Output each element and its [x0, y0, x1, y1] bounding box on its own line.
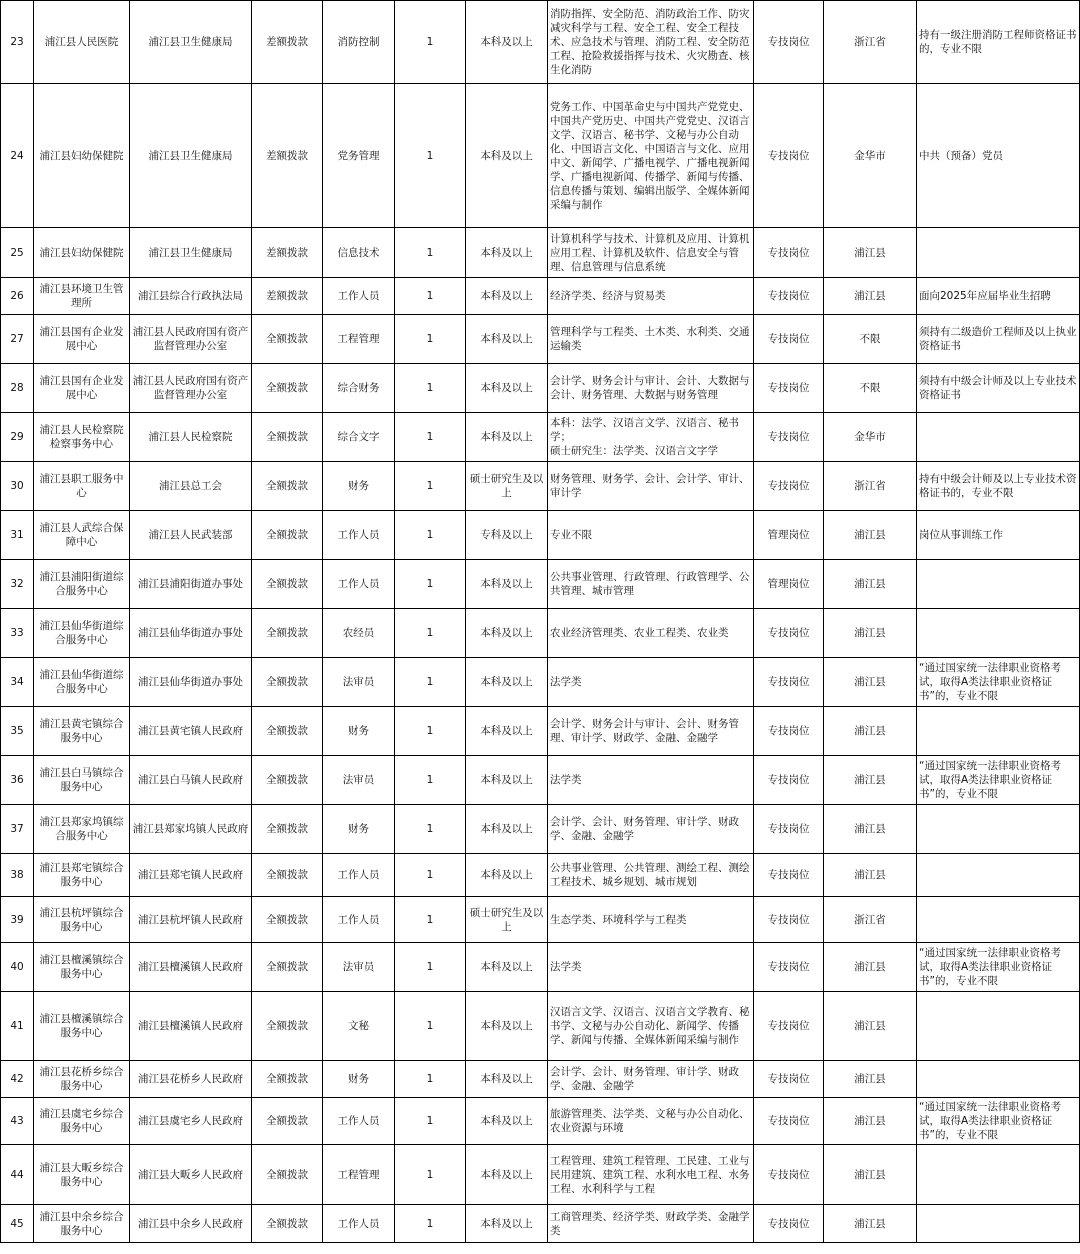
education-cell: 本科及以上 [466, 1061, 548, 1098]
residence-scope-cell: 浦江县 [824, 1145, 917, 1205]
post-type-cell: 专技岗位 [754, 278, 824, 315]
row-number-cell: 45 [1, 1205, 34, 1243]
headcount-cell: 1 [395, 228, 466, 278]
row-number-cell: 36 [1, 756, 34, 805]
major-requirement-cell: 工商管理类、经济学类、财政学类、金融学类 [548, 1205, 754, 1243]
post-name-cell: 综合财务 [323, 364, 395, 413]
row-number-cell: 38 [1, 854, 34, 897]
remark-cell: 中共（预备）党员 [917, 84, 1080, 228]
table-row [1, 1, 1080, 84]
headcount-cell: 1 [395, 992, 466, 1061]
education-cell: 本科及以上 [466, 854, 548, 897]
remark-cell [917, 1061, 1080, 1098]
post-name-cell: 财务 [323, 805, 395, 854]
headcount-cell: 1 [395, 1, 466, 84]
residence-scope-cell: 浦江县 [824, 1205, 917, 1243]
major-requirement-cell: 本科：法学、汉语言文学、汉语言、秘书学； 硕士研究生：法学类、汉语言文字学 [548, 413, 754, 462]
education-cell: 本科及以上 [466, 658, 548, 707]
major-requirement-cell: 会计学、财务会计与审计、会计、大数据与会计、财务管理、大数据与财务管理 [548, 364, 754, 413]
table-row [1, 1205, 1080, 1243]
headcount-cell: 1 [395, 1145, 466, 1205]
post-type-cell: 专技岗位 [754, 992, 824, 1061]
table-row [1, 658, 1080, 707]
headcount-cell: 1 [395, 462, 466, 511]
remark-cell [917, 609, 1080, 658]
remark-cell [917, 707, 1080, 756]
row-number-cell: 23 [1, 1, 34, 84]
education-cell: 本科及以上 [466, 364, 548, 413]
post-type-cell: 专技岗位 [754, 364, 824, 413]
unit-name-cell: 浦江县妇幼保健院 [34, 228, 130, 278]
major-requirement-cell: 旅游管理类、法学类、文秘与办公自动化、农业资源与环境 [548, 1098, 754, 1145]
major-requirement-cell: 消防指挥、安全防范、消防政治工作、防灾减灾科学与工程、安全工程、安全工程技术、应急技术与管理、消防工程、安全防范工程、抢险救援指挥与技术、火灾勘查、核生化消防 [548, 1, 754, 84]
headcount-cell: 1 [395, 413, 466, 462]
funding-type-cell: 差额拨款 [252, 228, 323, 278]
funding-type-cell: 全额拨款 [252, 609, 323, 658]
remark-cell: “通过国家统一法律职业资格考试，取得A类法律职业资格证书”的，专业不限 [917, 1098, 1080, 1145]
unit-name-cell: 浦江县虞宅乡综合服务中心 [34, 1098, 130, 1145]
post-name-cell: 文秘 [323, 992, 395, 1061]
funding-type-cell: 全额拨款 [252, 462, 323, 511]
major-requirement-cell: 工程管理、建筑工程管理、工民建、工业与民用建筑、建筑工程、水利水电工程、水务工程、水利科学与工程 [548, 1145, 754, 1205]
remark-cell [917, 854, 1080, 897]
education-cell: 本科及以上 [466, 413, 548, 462]
remark-cell: “通过国家统一法律职业资格考试，取得A类法律职业资格证书”的，专业不限 [917, 756, 1080, 805]
unit-name-cell: 浦江县白马镇综合服务中心 [34, 756, 130, 805]
post-name-cell: 工程管理 [323, 1145, 395, 1205]
education-cell: 本科及以上 [466, 1205, 548, 1243]
unit-name-cell: 浦江县人武综合保障中心 [34, 511, 130, 560]
residence-scope-cell: 不限 [824, 315, 917, 364]
department-cell: 浦江县人民政府国有资产监督管理办公室 [130, 364, 252, 413]
post-name-cell: 法审员 [323, 943, 395, 992]
unit-name-cell: 浦江县郑宅镇综合服务中心 [34, 854, 130, 897]
funding-type-cell: 全额拨款 [252, 756, 323, 805]
residence-scope-cell: 浙江省 [824, 462, 917, 511]
row-number-cell: 29 [1, 413, 34, 462]
remark-cell: 持有一级注册消防工程师资格证书的，专业不限 [917, 1, 1080, 84]
table-row [1, 364, 1080, 413]
row-number-cell: 41 [1, 992, 34, 1061]
post-type-cell: 管理岗位 [754, 511, 824, 560]
residence-scope-cell: 浦江县 [824, 992, 917, 1061]
department-cell: 浦江县檀溪镇人民政府 [130, 943, 252, 992]
education-cell: 本科及以上 [466, 1098, 548, 1145]
major-requirement-cell: 法学类 [548, 658, 754, 707]
headcount-cell: 1 [395, 609, 466, 658]
education-cell: 本科及以上 [466, 756, 548, 805]
department-cell: 浦江县人民检察院 [130, 413, 252, 462]
post-type-cell: 专技岗位 [754, 413, 824, 462]
table-row [1, 462, 1080, 511]
headcount-cell: 1 [395, 511, 466, 560]
table-body [1, 1, 1080, 1243]
post-name-cell: 工作人员 [323, 1205, 395, 1243]
education-cell: 本科及以上 [466, 228, 548, 278]
unit-name-cell: 浦江县大畈乡综合服务中心 [34, 1145, 130, 1205]
department-cell: 浦江县卫生健康局 [130, 228, 252, 278]
education-cell: 硕士研究生及以上 [466, 462, 548, 511]
department-cell: 浦江县大畈乡人民政府 [130, 1145, 252, 1205]
remark-cell: 须持有中级会计师及以上专业技术资格证书 [917, 364, 1080, 413]
row-number-cell: 40 [1, 943, 34, 992]
residence-scope-cell: 浦江县 [824, 560, 917, 609]
department-cell: 浦江县虞宅乡人民政府 [130, 1098, 252, 1145]
funding-type-cell: 全额拨款 [252, 805, 323, 854]
post-name-cell: 综合文字 [323, 413, 395, 462]
remark-cell: 面向2025年应届毕业生招聘 [917, 278, 1080, 315]
funding-type-cell: 差额拨款 [252, 1, 323, 84]
table-row [1, 84, 1080, 228]
headcount-cell: 1 [395, 560, 466, 609]
table-row [1, 943, 1080, 992]
department-cell: 浦江县卫生健康局 [130, 84, 252, 228]
department-cell: 浦江县郑宅镇人民政府 [130, 854, 252, 897]
unit-name-cell: 浦江县职工服务中心 [34, 462, 130, 511]
row-number-cell: 32 [1, 560, 34, 609]
major-requirement-cell: 党务工作、中国革命史与中国共产党党史、中国共产党历史、中国共产党党史、汉语言文学、汉语言、秘书学、文秘与办公自动化、中国语言文化、中国语言与文化、应用中文、新闻学、广播电视学、广播电视新闻学、广播电视新闻、传播学、新闻与传播、信息传播与策划、编辑出版学、全媒体新闻采编与制作 [548, 84, 754, 228]
major-requirement-cell: 法学类 [548, 756, 754, 805]
headcount-cell: 1 [395, 854, 466, 897]
post-name-cell: 信息技术 [323, 228, 395, 278]
row-number-cell: 25 [1, 228, 34, 278]
major-requirement-cell: 管理科学与工程类、土木类、水利类、交通运输类 [548, 315, 754, 364]
major-requirement-cell: 计算机科学与技术、计算机及应用、计算机应用工程、计算机及软件、信息安全与管理、信息管理与信息系统 [548, 228, 754, 278]
funding-type-cell: 差额拨款 [252, 84, 323, 228]
row-number-cell: 43 [1, 1098, 34, 1145]
row-number-cell: 33 [1, 609, 34, 658]
major-requirement-cell: 汉语言文学、汉语言、汉语言文学教育、秘书学、文秘与办公自动化、新闻学、传播学、新闻与传播、全媒体新闻采编与制作 [548, 992, 754, 1061]
post-name-cell: 工作人员 [323, 511, 395, 560]
unit-name-cell: 浦江县檀溪镇综合服务中心 [34, 943, 130, 992]
table-row [1, 609, 1080, 658]
unit-name-cell: 浦江县中余乡综合服务中心 [34, 1205, 130, 1243]
post-type-cell: 专技岗位 [754, 805, 824, 854]
department-cell: 浦江县郑家坞镇人民政府 [130, 805, 252, 854]
education-cell: 本科及以上 [466, 560, 548, 609]
post-name-cell: 工作人员 [323, 897, 395, 943]
post-type-cell: 专技岗位 [754, 1145, 824, 1205]
post-name-cell: 工作人员 [323, 560, 395, 609]
major-requirement-cell: 法学类 [548, 943, 754, 992]
funding-type-cell: 全额拨款 [252, 511, 323, 560]
department-cell: 浦江县仙华街道办事处 [130, 658, 252, 707]
post-name-cell: 工作人员 [323, 854, 395, 897]
residence-scope-cell: 不限 [824, 364, 917, 413]
department-cell: 浦江县杭坪镇人民政府 [130, 897, 252, 943]
table-row [1, 278, 1080, 315]
funding-type-cell: 全额拨款 [252, 658, 323, 707]
post-type-cell: 专技岗位 [754, 84, 824, 228]
major-requirement-cell: 会计学、会计、财务管理、审计学、财政学、金融、金融学 [548, 1061, 754, 1098]
unit-name-cell: 浦江县檀溪镇综合服务中心 [34, 992, 130, 1061]
residence-scope-cell: 浦江县 [824, 1061, 917, 1098]
education-cell: 硕士研究生及以上 [466, 897, 548, 943]
unit-name-cell: 浦江县杭坪镇综合服务中心 [34, 897, 130, 943]
headcount-cell: 1 [395, 84, 466, 228]
residence-scope-cell: 金华市 [824, 84, 917, 228]
post-name-cell: 法审员 [323, 658, 395, 707]
row-number-cell: 24 [1, 84, 34, 228]
major-requirement-cell: 财务管理、财务学、会计、会计学、审计、审计学 [548, 462, 754, 511]
remark-cell: “通过国家统一法律职业资格考试，取得A类法律职业资格证书”的，专业不限 [917, 658, 1080, 707]
funding-type-cell: 全额拨款 [252, 897, 323, 943]
major-requirement-cell: 公共事业管理、行政管理、行政管理学、公共管理、城市管理 [548, 560, 754, 609]
row-number-cell: 44 [1, 1145, 34, 1205]
headcount-cell: 1 [395, 364, 466, 413]
major-requirement-cell: 经济学类、经济与贸易类 [548, 278, 754, 315]
post-name-cell: 财务 [323, 462, 395, 511]
post-type-cell: 专技岗位 [754, 228, 824, 278]
headcount-cell: 1 [395, 1205, 466, 1243]
table-row [1, 707, 1080, 756]
remark-cell [917, 413, 1080, 462]
residence-scope-cell: 浦江县 [824, 511, 917, 560]
education-cell: 本科及以上 [466, 278, 548, 315]
post-name-cell: 工作人员 [323, 278, 395, 315]
post-type-cell: 专技岗位 [754, 1205, 824, 1243]
education-cell: 本科及以上 [466, 609, 548, 658]
funding-type-cell: 全额拨款 [252, 992, 323, 1061]
remark-cell: 岗位从事训练工作 [917, 511, 1080, 560]
unit-name-cell: 浦江县环境卫生管理所 [34, 278, 130, 315]
funding-type-cell: 全额拨款 [252, 364, 323, 413]
post-type-cell: 专技岗位 [754, 1061, 824, 1098]
remark-cell [917, 992, 1080, 1061]
residence-scope-cell: 浦江县 [824, 707, 917, 756]
post-name-cell: 法审员 [323, 756, 395, 805]
unit-name-cell: 浦江县国有企业发展中心 [34, 315, 130, 364]
headcount-cell: 1 [395, 315, 466, 364]
education-cell: 本科及以上 [466, 1, 548, 84]
table-row [1, 854, 1080, 897]
row-number-cell: 42 [1, 1061, 34, 1098]
headcount-cell: 1 [395, 943, 466, 992]
funding-type-cell: 全额拨款 [252, 1061, 323, 1098]
major-requirement-cell: 公共事业管理、公共管理、测绘工程、测绘工程技术、城乡规划、城市规划 [548, 854, 754, 897]
department-cell: 浦江县中余乡人民政府 [130, 1205, 252, 1243]
row-number-cell: 27 [1, 315, 34, 364]
department-cell: 浦江县白马镇人民政府 [130, 756, 252, 805]
headcount-cell: 1 [395, 805, 466, 854]
remark-cell [917, 228, 1080, 278]
residence-scope-cell: 浦江县 [824, 854, 917, 897]
funding-type-cell: 全额拨款 [252, 943, 323, 992]
residence-scope-cell: 浦江县 [824, 1098, 917, 1145]
unit-name-cell: 浦江县花桥乡综合服务中心 [34, 1061, 130, 1098]
post-type-cell: 专技岗位 [754, 854, 824, 897]
funding-type-cell: 差额拨款 [252, 278, 323, 315]
table-row [1, 1098, 1080, 1145]
department-cell: 浦江县浦阳街道办事处 [130, 560, 252, 609]
post-type-cell: 专技岗位 [754, 1, 824, 84]
table-row [1, 228, 1080, 278]
education-cell: 专科及以上 [466, 511, 548, 560]
department-cell: 浦江县花桥乡人民政府 [130, 1061, 252, 1098]
education-cell: 本科及以上 [466, 992, 548, 1061]
post-type-cell: 专技岗位 [754, 462, 824, 511]
post-name-cell: 工作人员 [323, 1098, 395, 1145]
department-cell: 浦江县综合行政执法局 [130, 278, 252, 315]
residence-scope-cell: 浦江县 [824, 756, 917, 805]
post-type-cell: 专技岗位 [754, 315, 824, 364]
remark-cell: “通过国家统一法律职业资格考试，取得A类法律职业资格证书”的，专业不限 [917, 943, 1080, 992]
table-row [1, 511, 1080, 560]
funding-type-cell: 全额拨款 [252, 560, 323, 609]
row-number-cell: 39 [1, 897, 34, 943]
remark-cell [917, 1205, 1080, 1243]
post-name-cell: 财务 [323, 1061, 395, 1098]
post-type-cell: 专技岗位 [754, 1098, 824, 1145]
department-cell: 浦江县人民政府国有资产监督管理办公室 [130, 315, 252, 364]
residence-scope-cell: 浦江县 [824, 658, 917, 707]
unit-name-cell: 浦江县国有企业发展中心 [34, 364, 130, 413]
unit-name-cell: 浦江县仙华街道综合服务中心 [34, 609, 130, 658]
department-cell: 浦江县总工会 [130, 462, 252, 511]
post-name-cell: 财务 [323, 707, 395, 756]
residence-scope-cell: 金华市 [824, 413, 917, 462]
post-name-cell: 工程管理 [323, 315, 395, 364]
remark-cell: 持有中级会计师及以上专业技术资格证书的，专业不限 [917, 462, 1080, 511]
headcount-cell: 1 [395, 1061, 466, 1098]
unit-name-cell: 浦江县浦阳街道综合服务中心 [34, 560, 130, 609]
funding-type-cell: 全额拨款 [252, 1145, 323, 1205]
unit-name-cell: 浦江县仙华街道综合服务中心 [34, 658, 130, 707]
unit-name-cell: 浦江县人民检察院检察事务中心 [34, 413, 130, 462]
headcount-cell: 1 [395, 658, 466, 707]
major-requirement-cell: 农业经济管理类、农业工程类、农业类 [548, 609, 754, 658]
residence-scope-cell: 浙江省 [824, 897, 917, 943]
post-type-cell: 专技岗位 [754, 707, 824, 756]
funding-type-cell: 全额拨款 [252, 413, 323, 462]
row-number-cell: 28 [1, 364, 34, 413]
residence-scope-cell: 浙江省 [824, 1, 917, 84]
row-number-cell: 35 [1, 707, 34, 756]
education-cell: 本科及以上 [466, 1145, 548, 1205]
funding-type-cell: 全额拨款 [252, 315, 323, 364]
table-row [1, 315, 1080, 364]
row-number-cell: 31 [1, 511, 34, 560]
table-row [1, 897, 1080, 943]
residence-scope-cell: 浦江县 [824, 278, 917, 315]
post-name-cell: 消防控制 [323, 1, 395, 84]
education-cell: 本科及以上 [466, 315, 548, 364]
headcount-cell: 1 [395, 897, 466, 943]
post-name-cell: 党务管理 [323, 84, 395, 228]
remark-cell [917, 1145, 1080, 1205]
residence-scope-cell: 浦江县 [824, 228, 917, 278]
major-requirement-cell: 生态学类、环境科学与工程类 [548, 897, 754, 943]
table-row [1, 992, 1080, 1061]
row-number-cell: 34 [1, 658, 34, 707]
table-row [1, 413, 1080, 462]
post-type-cell: 专技岗位 [754, 609, 824, 658]
major-requirement-cell: 会计学、财务会计与审计、会计、财务管理、审计学、财政学、金融、金融学 [548, 707, 754, 756]
post-type-cell: 专技岗位 [754, 658, 824, 707]
education-cell: 本科及以上 [466, 84, 548, 228]
post-type-cell: 管理岗位 [754, 560, 824, 609]
remark-cell [917, 560, 1080, 609]
unit-name-cell: 浦江县郑家坞镇综合服务中心 [34, 805, 130, 854]
table-row [1, 1145, 1080, 1205]
funding-type-cell: 全额拨款 [252, 1205, 323, 1243]
remark-cell [917, 897, 1080, 943]
education-cell: 本科及以上 [466, 707, 548, 756]
row-number-cell: 30 [1, 462, 34, 511]
department-cell: 浦江县人民武装部 [130, 511, 252, 560]
unit-name-cell: 浦江县黄宅镇综合服务中心 [34, 707, 130, 756]
funding-type-cell: 全额拨款 [252, 707, 323, 756]
remark-cell [917, 805, 1080, 854]
table-row [1, 560, 1080, 609]
table-row [1, 1061, 1080, 1098]
post-name-cell: 农经员 [323, 609, 395, 658]
unit-name-cell: 浦江县妇幼保健院 [34, 84, 130, 228]
table-row [1, 805, 1080, 854]
headcount-cell: 1 [395, 707, 466, 756]
row-number-cell: 37 [1, 805, 34, 854]
headcount-cell: 1 [395, 278, 466, 315]
department-cell: 浦江县檀溪镇人民政府 [130, 992, 252, 1061]
major-requirement-cell: 专业不限 [548, 511, 754, 560]
headcount-cell: 1 [395, 756, 466, 805]
remark-cell: 须持有二级造价工程师及以上执业资格证书 [917, 315, 1080, 364]
residence-scope-cell: 浦江县 [824, 805, 917, 854]
post-type-cell: 专技岗位 [754, 943, 824, 992]
department-cell: 浦江县仙华街道办事处 [130, 609, 252, 658]
unit-name-cell: 浦江县人民医院 [34, 1, 130, 84]
headcount-cell: 1 [395, 1098, 466, 1145]
department-cell: 浦江县卫生健康局 [130, 1, 252, 84]
post-type-cell: 专技岗位 [754, 897, 824, 943]
funding-type-cell: 全额拨款 [252, 1098, 323, 1145]
table-row [1, 756, 1080, 805]
department-cell: 浦江县黄宅镇人民政府 [130, 707, 252, 756]
major-requirement-cell: 会计学、会计、财务管理、审计学、财政学、金融、金融学 [548, 805, 754, 854]
funding-type-cell: 全额拨款 [252, 854, 323, 897]
education-cell: 本科及以上 [466, 943, 548, 992]
residence-scope-cell: 浦江县 [824, 943, 917, 992]
post-type-cell: 专技岗位 [754, 756, 824, 805]
row-number-cell: 26 [1, 278, 34, 315]
residence-scope-cell: 浦江县 [824, 609, 917, 658]
education-cell: 本科及以上 [466, 805, 548, 854]
